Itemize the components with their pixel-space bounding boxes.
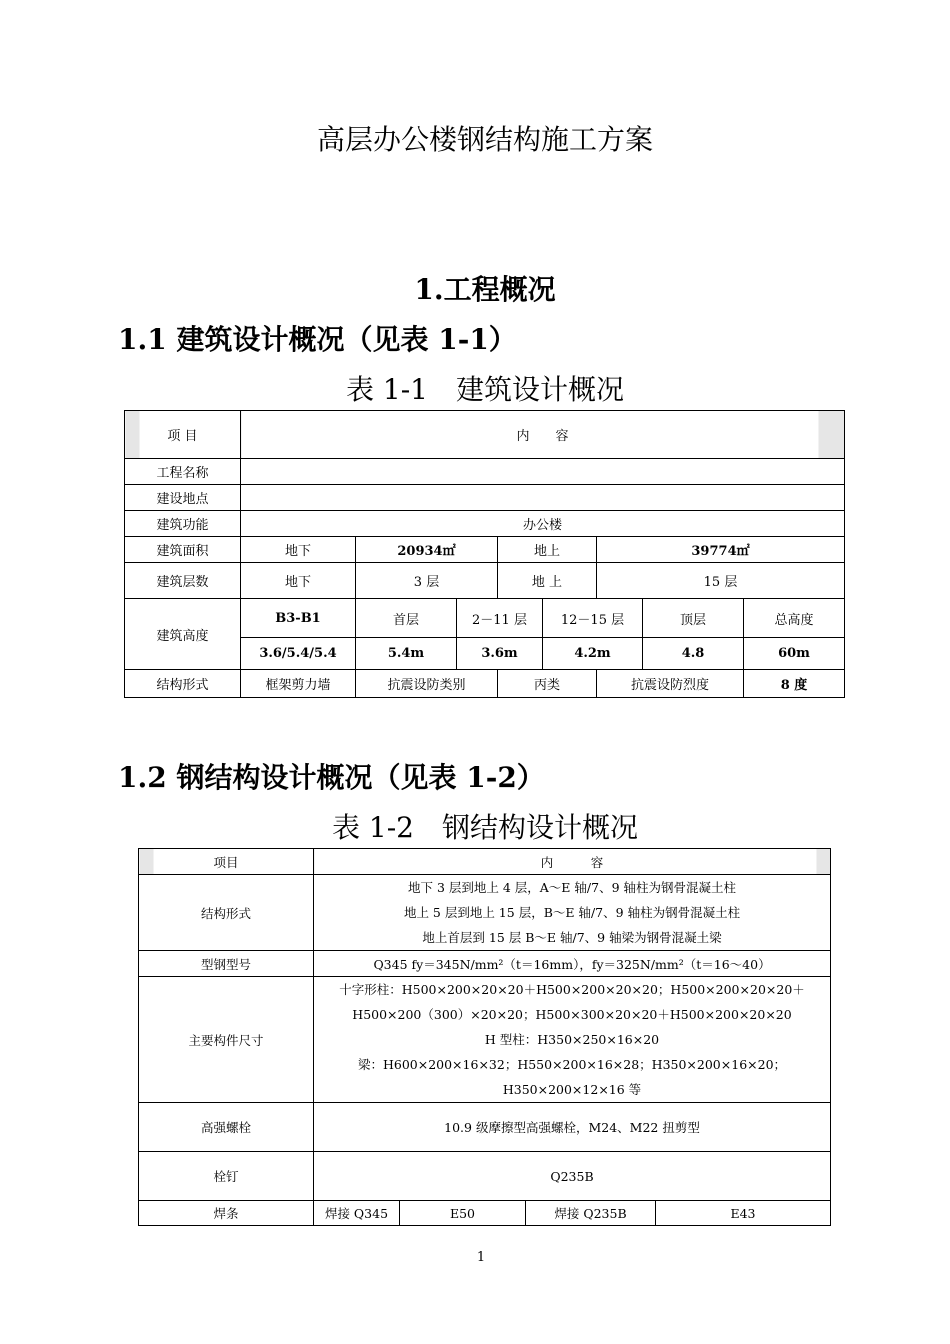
table1-height-value: 4.2m bbox=[543, 638, 643, 670]
table2-member-content bbox=[314, 977, 831, 1103]
table1-area-above-value: 39774㎡ bbox=[597, 537, 845, 563]
table1-structure-label: 结构形式 bbox=[125, 670, 241, 698]
table1-height-header: B3-B1 bbox=[241, 599, 356, 638]
table1-seismic-class-value: 丙类 bbox=[498, 670, 597, 698]
table1-height-label: 建筑高度 bbox=[125, 599, 241, 670]
table2-structure-line: 地下 3 层到地上 4 层，A～E 轴/7、9 轴柱为钢骨混凝土柱 bbox=[407, 880, 737, 895]
document-title: 高层办公楼钢结构施工方案 bbox=[316, 123, 653, 156]
table2-header-content: 内 容 bbox=[314, 849, 831, 875]
table1-seismic-intensity-value: 8 度 bbox=[744, 670, 845, 698]
table1-name-label: 工程名称 bbox=[125, 459, 241, 485]
table2-structure-content bbox=[314, 875, 831, 951]
table2-weld-cell: E50 bbox=[400, 1201, 526, 1226]
table1-floors-above-label: 地 上 bbox=[498, 563, 597, 599]
table2-member-line: 梁：H600×200×16×32；H550×200×16×28；H350×200×16×20； bbox=[357, 1057, 787, 1072]
table1-height-value: 3.6m bbox=[457, 638, 543, 670]
table2-steel-value: Q345 fy＝345N/mm²（t＝16mm），fy＝325N/mm²（t＝16～40） bbox=[314, 951, 831, 977]
table1-area-label: 建筑面积 bbox=[125, 537, 241, 563]
table2-member-line: H350×200×12×16 等 bbox=[502, 1082, 642, 1097]
table1-floors-below-value: 3 层 bbox=[356, 563, 498, 599]
table1-name-value bbox=[241, 459, 845, 485]
table2-member-label: 主要构件尺寸 bbox=[139, 977, 314, 1103]
table1-height-header: 2－11 层 bbox=[457, 599, 543, 638]
table2-stud-label: 栓钉 bbox=[139, 1152, 314, 1201]
table-steel-structure bbox=[138, 848, 831, 1226]
table1-area-below-label: 地下 bbox=[241, 537, 356, 563]
table1-height-value: 3.6/5.4/5.4 bbox=[241, 638, 356, 670]
table2-member-line: H500×200（300）×20×20；H500×300×20×20＋H500×200×20×20 bbox=[352, 1007, 792, 1022]
table2-stud-value: Q235B bbox=[314, 1152, 831, 1201]
table1-caption: 表 1-1 建筑设计概况 bbox=[346, 373, 624, 406]
table1-function-label: 建筑功能 bbox=[125, 511, 241, 537]
table1-location-label: 建设地点 bbox=[125, 485, 241, 511]
table1-header-content: 内 容 bbox=[241, 411, 845, 459]
table1-structure-value: 框架剪力墙 bbox=[241, 670, 356, 698]
table1-height-value: 5.4m bbox=[356, 638, 457, 670]
table-building-design bbox=[124, 410, 845, 698]
table2-member-line: 十字形柱：H500×200×20×20＋H500×200×20×20；H500×200×20×20＋ bbox=[339, 982, 805, 997]
table2-caption: 表 1-2 钢结构设计概况 bbox=[332, 811, 638, 844]
table1-floors-below-label: 地下 bbox=[241, 563, 356, 599]
table2-structure-line: 地上 5 层到地上 15 层，B～E 轴/7、9 轴柱为钢骨混凝土柱 bbox=[403, 905, 741, 920]
table2-bolt-label: 高强螺栓 bbox=[139, 1103, 314, 1152]
table2-weld-cell: E43 bbox=[656, 1201, 831, 1226]
table1-function-value: 办公楼 bbox=[241, 511, 845, 537]
table1-area-below-value: 20934㎡ bbox=[356, 537, 498, 563]
section-heading-1-1: 1.1 建筑设计概况（见表 1-1） bbox=[118, 323, 517, 356]
table1-height-header: 总高度 bbox=[744, 599, 845, 638]
table1-seismic-class-label: 抗震设防类别 bbox=[356, 670, 498, 698]
table1-floors-label: 建筑层数 bbox=[125, 563, 241, 599]
page-number: 1 bbox=[476, 1250, 486, 1265]
table1-seismic-intensity-label: 抗震设防烈度 bbox=[597, 670, 744, 698]
table1-height-header: 首层 bbox=[356, 599, 457, 638]
table2-member-line: H 型柱：H350×250×16×20 bbox=[484, 1032, 660, 1047]
table1-floors-above-value: 15 层 bbox=[597, 563, 845, 599]
table1-location-value bbox=[241, 485, 845, 511]
table1-height-header: 顶层 bbox=[643, 599, 744, 638]
table1-height-header: 12－15 层 bbox=[543, 599, 643, 638]
table1-area-above-label: 地上 bbox=[498, 537, 597, 563]
table2-weld-cell: 焊接 Q235B bbox=[526, 1201, 656, 1226]
table1-header-item: 项 目 bbox=[125, 411, 241, 459]
section-heading-1: 1.工程概况 bbox=[414, 273, 556, 306]
section-heading-1-2: 1.2 钢结构设计概况（见表 1-2） bbox=[118, 761, 545, 794]
table2-structure-label: 结构形式 bbox=[139, 875, 314, 951]
table2-weld-label: 焊条 bbox=[139, 1201, 314, 1226]
table2-steel-label: 型钢型号 bbox=[139, 951, 314, 977]
table2-structure-line: 地上首层到 15 层 B～E 轴/7、9 轴梁为钢骨混凝土梁 bbox=[422, 930, 722, 945]
table2-weld-cell: 焊接 Q345 bbox=[314, 1201, 400, 1226]
table2-bolt-value: 10.9 级摩擦型高强螺栓，M24、M22 扭剪型 bbox=[314, 1103, 831, 1152]
table1-height-value: 4.8 bbox=[643, 638, 744, 670]
table1-height-value: 60m bbox=[744, 638, 845, 670]
table2-header-item: 项目 bbox=[139, 849, 314, 875]
